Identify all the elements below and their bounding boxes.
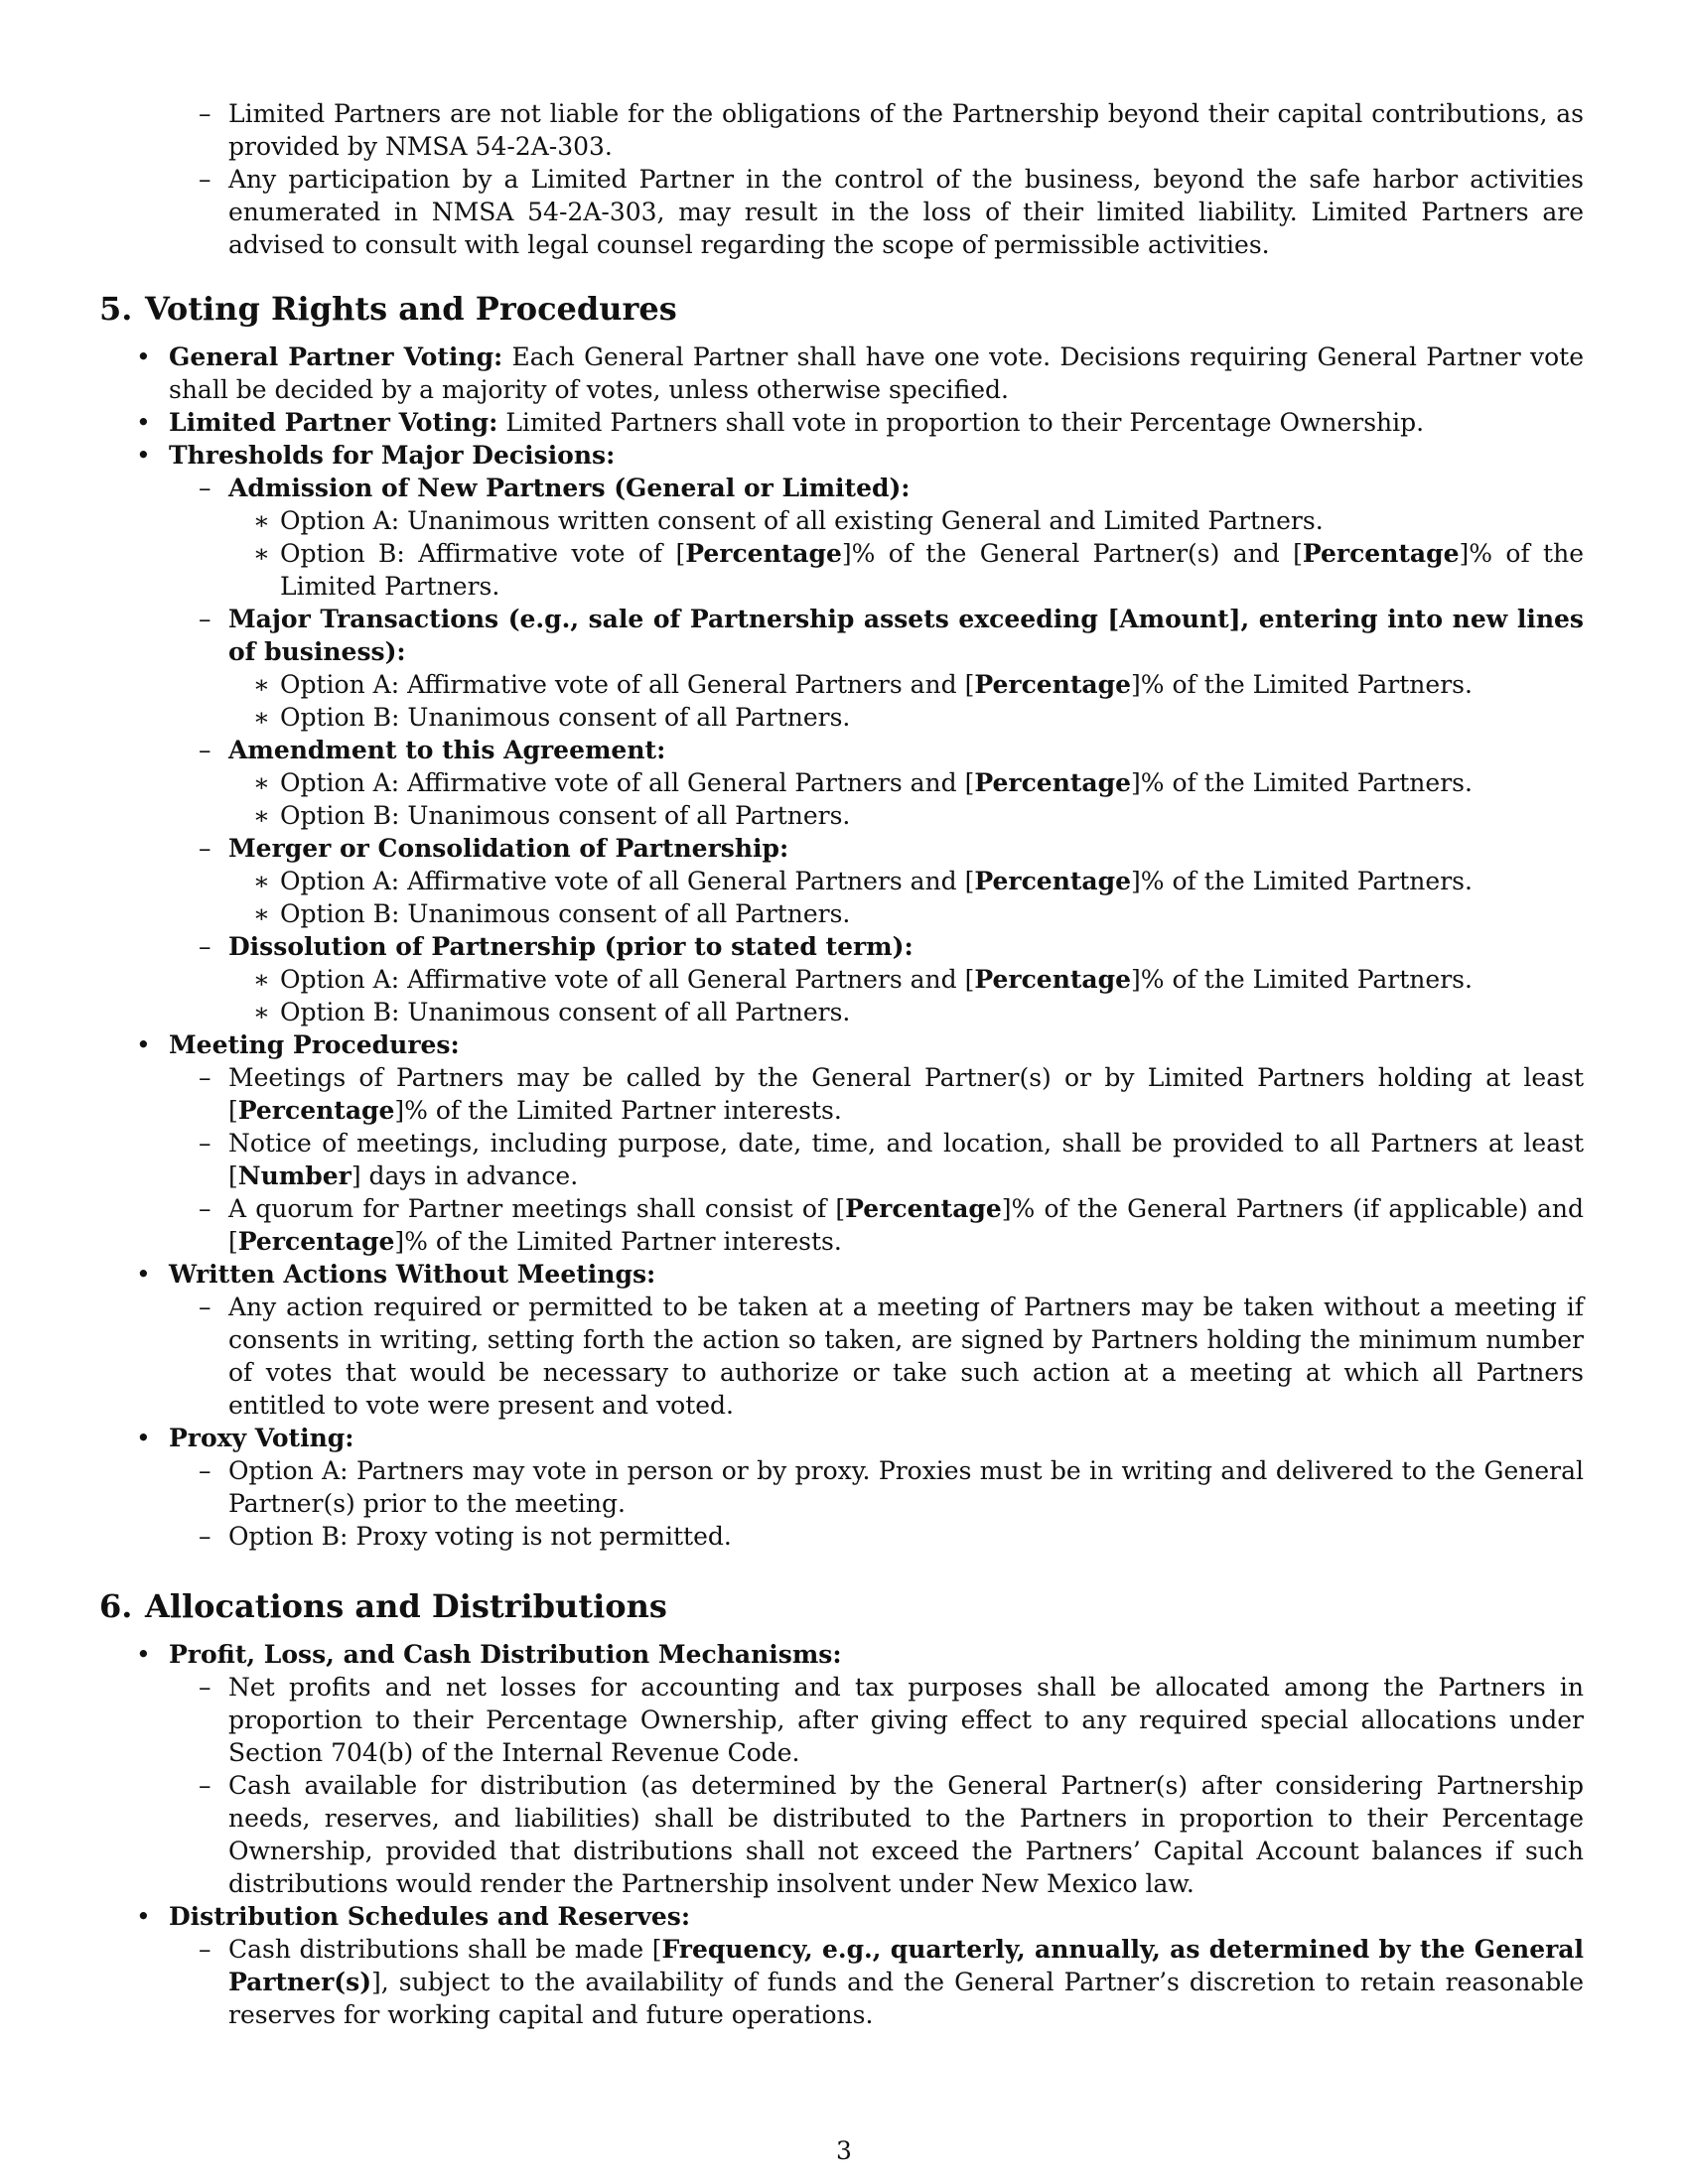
list-item — [169, 1454, 1584, 1520]
list-item — [99, 1422, 1584, 1553]
item-label: Distribution Schedules and Reserves: — [169, 1902, 691, 1931]
item-text: Meetings of Partners may be called by the General Partner(s) or by Limited Partners holding at least [ — [228, 1063, 1584, 1125]
dash-marker: – — [199, 1063, 211, 1092]
star-marker: ∗ — [253, 670, 270, 699]
item-text: ] days in advance. — [351, 1161, 579, 1190]
list-item — [169, 734, 1584, 832]
section-title: Allocations and Distributions — [145, 1587, 667, 1625]
dash-marker: – — [199, 1293, 211, 1321]
option-text: Option A: Affirmative vote of all General Partners and [ — [280, 670, 975, 699]
item-text: Any action required or permitted to be taken at a meeting of Partners may be taken without a meeting if consents in writing, setting forth the action so taken, are signed by Partners holding the minimum number of votes that would be necessary to authorize or take such action at a meeting at which all Partners entitled to vote were present and voted. — [228, 1293, 1584, 1420]
dash-marker: – — [199, 165, 211, 194]
dash-marker: – — [199, 474, 211, 502]
item-label: Meeting Procedures: — [169, 1030, 460, 1059]
item-text: ]% of the Limited Partner interests. — [394, 1096, 842, 1125]
option-text: Option B: Unanimous consent of all Partners. — [280, 703, 851, 732]
option-text: Option A: Affirmative vote of all General Partners and [ — [280, 965, 975, 994]
section-heading-6 — [99, 1586, 1584, 1626]
dash-marker: – — [199, 1522, 211, 1551]
placeholder: Amount — [1119, 605, 1229, 633]
option-text: Option A: Affirmative vote of all General Partners and [ — [280, 867, 975, 895]
item-text: Option A: Partners may vote in person or by proxy. Proxies must be in writing and delivered to the General Partner(s) prior to the meeting. — [228, 1456, 1584, 1518]
label-part: Major Transactions (e.g., sale of Partnership assets exceeding [ — [228, 605, 1120, 633]
section-number: 6. — [99, 1587, 133, 1625]
placeholder: Frequency, e.g., quarterly, annually, as determined by the General Partner(s) — [228, 1935, 1584, 1996]
list-item — [169, 1291, 1584, 1422]
option-text: ]% of the Limited Partners. — [1131, 670, 1473, 699]
section5-list — [99, 341, 1584, 1553]
list-item — [169, 1671, 1584, 1769]
placeholder: Percentage — [845, 1194, 1002, 1223]
list-item — [99, 1638, 1584, 1900]
item-label: Admission of New Partners (General or Limited): — [228, 474, 911, 502]
option-text: ]% of the Limited Partners. — [1131, 965, 1473, 994]
item-text: A quorum for Partner meetings shall consist of [ — [228, 1194, 846, 1223]
dash-marker: – — [199, 1194, 211, 1223]
list-item — [169, 472, 1584, 603]
list-item — [99, 439, 1584, 1028]
item-label — [228, 605, 1584, 666]
item-label: Limited Partner Voting: — [169, 408, 498, 437]
dash-marker: – — [199, 834, 211, 863]
option-text: ]% of the Limited Partners. — [1131, 768, 1473, 797]
option-text: ]% of the Limited Partners. — [1131, 867, 1473, 895]
dash-marker: – — [199, 99, 211, 128]
options-list — [228, 963, 1584, 1028]
star-marker: ∗ — [253, 867, 270, 895]
dash-marker: – — [199, 1673, 211, 1702]
item-text: Each General Partner shall have one vote. Decisions requiring General Partner vote shall be decided by a majority of votes, unless otherwise specified. — [169, 342, 1584, 404]
item-label: Dissolution of Partnership (prior to stated term): — [228, 932, 914, 961]
option-text: Option A: Affirmative vote of all General Partners and [ — [280, 768, 975, 797]
label-part: ], entering into new lines of business): — [228, 605, 1584, 666]
list-item — [228, 799, 1584, 832]
page-number: 3 — [836, 2136, 852, 2165]
option-text: ]% of the Limited Partners. — [280, 539, 1584, 601]
thresholds-list — [169, 472, 1584, 1028]
list-item — [228, 996, 1584, 1028]
list-item — [169, 163, 1584, 261]
list-item — [169, 1127, 1584, 1192]
star-marker: ∗ — [253, 768, 270, 797]
list-item — [169, 1933, 1584, 2031]
carryover-list — [169, 97, 1584, 261]
options-list — [228, 668, 1584, 734]
written-list — [169, 1291, 1584, 1422]
list-item — [228, 865, 1584, 897]
item-label: Written Actions Without Meetings: — [169, 1260, 656, 1289]
schedules-list — [169, 1933, 1584, 2031]
dash-marker: – — [199, 1771, 211, 1800]
dash-marker: – — [199, 1456, 211, 1485]
section-heading-5 — [99, 289, 1584, 329]
placeholder: Percentage — [974, 670, 1132, 699]
list-item — [228, 897, 1584, 930]
item-label: Profit, Loss, and Cash Distribution Mechanisms: — [169, 1640, 842, 1669]
item-label: Amendment to this Agreement: — [228, 736, 666, 764]
item-text: Notice of meetings, including purpose, date, time, and location, shall be provided to all Partners at least [ — [228, 1129, 1584, 1190]
bullet-marker: • — [136, 408, 151, 437]
bullet-marker: • — [136, 1902, 151, 1931]
list-item — [99, 341, 1584, 406]
placeholder: Percentage — [237, 1096, 395, 1125]
item-text: Cash distributions shall be made [ — [228, 1935, 662, 1964]
list-item — [169, 97, 1584, 163]
option-text: Option B: Unanimous consent of all Partners. — [280, 998, 851, 1026]
item-text: Limited Partners shall vote in proportion to their Percentage Ownership. — [497, 408, 1425, 437]
list-item — [228, 537, 1584, 603]
placeholder: Percentage — [974, 867, 1132, 895]
placeholder: Percentage — [685, 539, 842, 568]
list-item — [169, 1192, 1584, 1258]
meetings-list — [169, 1061, 1584, 1258]
bullet-marker: • — [136, 441, 151, 470]
list-item-text: Limited Partners are not liable for the obligations of the Partnership beyond their capital contributions, as provided by NMSA 54-2A-303. — [228, 99, 1584, 161]
list-item — [169, 1769, 1584, 1900]
list-item-text: Any participation by a Limited Partner in the control of the business, beyond the safe harbor activities enumerated in NMSA 54-2A-303, may result in the loss of their limited liability. Limited Partners are advised to consult with legal counsel regarding the scope of permissible activities. — [228, 165, 1584, 259]
star-marker: ∗ — [253, 539, 270, 568]
list-item — [228, 668, 1584, 701]
item-label: Proxy Voting: — [169, 1424, 354, 1452]
list-item — [169, 1520, 1584, 1553]
dash-marker: – — [199, 605, 211, 633]
bullet-marker: • — [136, 342, 151, 371]
item-label: Merger or Consolidation of Partnership: — [228, 834, 789, 863]
placeholder: Number — [237, 1161, 352, 1190]
mechanisms-list — [169, 1671, 1584, 1900]
placeholder: Percentage — [1302, 539, 1460, 568]
star-marker: ∗ — [253, 506, 270, 535]
item-text: ], subject to the availability of funds and the General Partner’s discretion to retain reasonable reserves for working capital and future operations. — [228, 1968, 1584, 2029]
options-list — [228, 504, 1584, 603]
item-label: Thresholds for Major Decisions: — [169, 441, 616, 470]
placeholder: Percentage — [237, 1227, 395, 1256]
list-item — [99, 406, 1584, 439]
star-marker: ∗ — [253, 703, 270, 732]
item-text: ]% of the Limited Partner interests. — [394, 1227, 842, 1256]
bullet-marker: • — [136, 1030, 151, 1059]
section6-list — [99, 1638, 1584, 2031]
bullet-marker: • — [136, 1640, 151, 1669]
item-text: Option B: Proxy voting is not permitted. — [228, 1522, 732, 1551]
options-list — [228, 865, 1584, 930]
section-title: Voting Rights and Procedures — [145, 290, 677, 328]
list-item — [169, 832, 1584, 930]
placeholder: Percentage — [974, 965, 1132, 994]
options-list — [228, 766, 1584, 832]
list-item — [99, 1258, 1584, 1422]
item-text: ]% of the General Partners (if applicable) and [ — [228, 1194, 1584, 1256]
star-marker: ∗ — [253, 998, 270, 1026]
section-number: 5. — [99, 290, 133, 328]
option-text: Option B: Unanimous consent of all Partners. — [280, 801, 851, 830]
list-item — [99, 1028, 1584, 1258]
dash-marker: – — [199, 1935, 211, 1964]
dash-marker: – — [199, 736, 211, 764]
bullet-marker: • — [136, 1260, 151, 1289]
item-text: Cash available for distribution (as determined by the General Partner(s) after considering Partnership needs, reserves, and liabilities) shall be distributed to the Partners in proportion to their Percentage Ownership, provided that distributions shall not exceed the Partners’ Capital Account balances if such distributions would render the Partnership insolvent under New Mexico law. — [228, 1771, 1584, 1898]
list-item — [169, 930, 1584, 1028]
list-item — [169, 603, 1584, 734]
item-label: General Partner Voting: — [169, 342, 503, 371]
dash-marker: – — [199, 1129, 211, 1158]
star-marker: ∗ — [253, 899, 270, 928]
option-text: Option A: Unanimous written consent of all existing General and Limited Partners. — [280, 506, 1324, 535]
option-text: Option B: Unanimous consent of all Partners. — [280, 899, 851, 928]
option-text: Option B: Affirmative vote of [ — [280, 539, 686, 568]
item-text: Net profits and net losses for accounting and tax purposes shall be allocated among the Partners in proportion to their Percentage Ownership, after giving effect to any required special allocations under Section 704(b) of the Internal Revenue Code. — [228, 1673, 1584, 1767]
list-item — [228, 504, 1584, 537]
option-text: ]% of the General Partner(s) and [ — [841, 539, 1303, 568]
star-marker: ∗ — [253, 801, 270, 830]
bullet-marker: • — [136, 1424, 151, 1452]
list-item — [169, 1061, 1584, 1127]
list-item — [228, 963, 1584, 996]
proxy-list — [169, 1454, 1584, 1553]
list-item — [99, 1900, 1584, 2031]
dash-marker: – — [199, 932, 211, 961]
placeholder: Percentage — [974, 768, 1132, 797]
list-item — [228, 701, 1584, 734]
star-marker: ∗ — [253, 965, 270, 994]
list-item — [228, 766, 1584, 799]
